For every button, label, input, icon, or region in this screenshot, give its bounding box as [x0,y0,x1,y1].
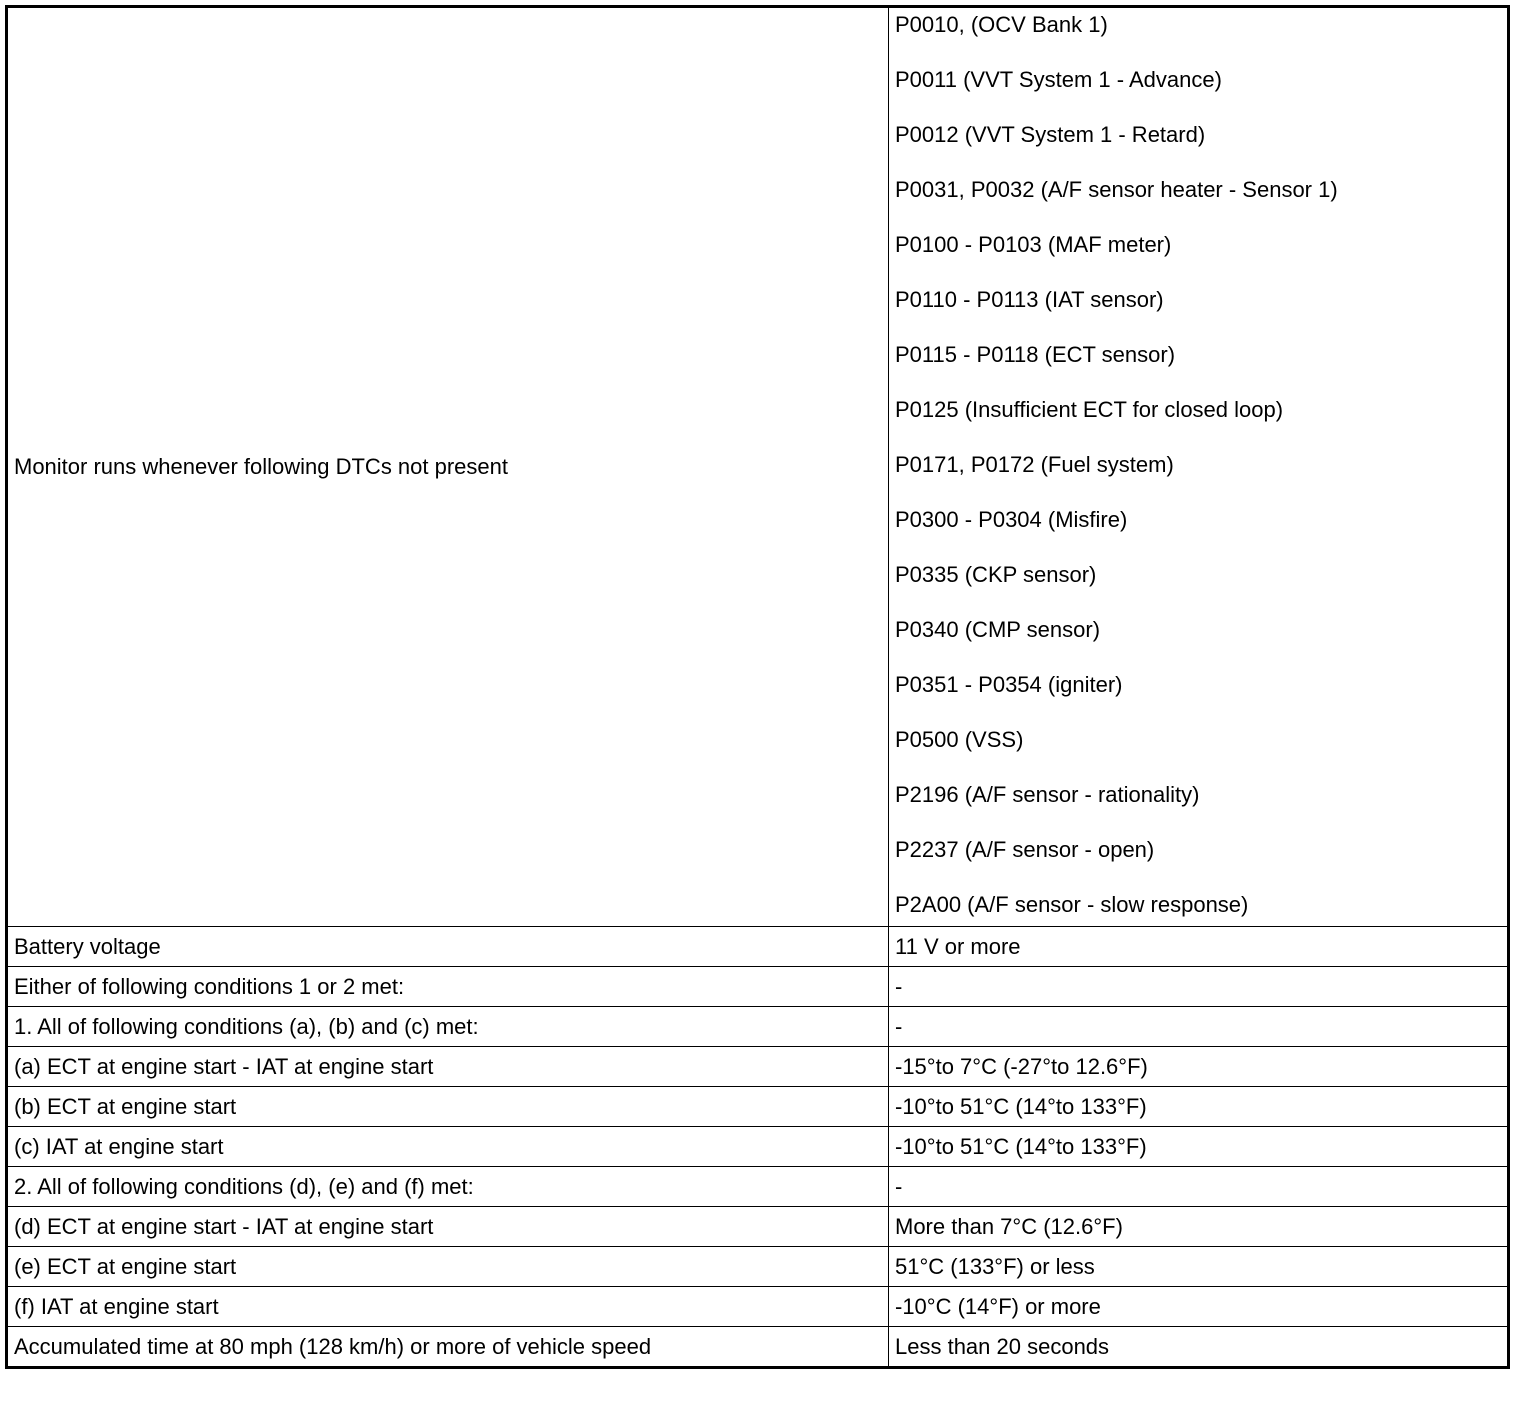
table-row [7,1127,1509,1167]
value-cell: - [889,1007,1509,1047]
value-cell: Less than 20 seconds [889,1327,1509,1368]
table-row [7,967,1509,1007]
condition-cell: (f) IAT at engine start [7,1287,889,1327]
condition-cell: (e) ECT at engine start [7,1247,889,1287]
dtc-item: P0031, P0032 (A/F sensor heater - Sensor 1) [895,177,1338,202]
value-cell: 51°C (133°F) or less [889,1247,1509,1287]
table-row [7,1007,1509,1047]
table-row [7,927,1509,967]
table-row [7,7,1509,927]
conditions-table [5,5,1510,1369]
condition-cell: Battery voltage [7,927,889,967]
dtc-item: P0011 (VVT System 1 - Advance) [895,67,1222,92]
value-cell: -10°to 51°C (14°to 133°F) [889,1127,1509,1167]
dtc-item: P0351 - P0354 (igniter) [895,672,1123,697]
value-cell: -10°to 51°C (14°to 133°F) [889,1087,1509,1127]
dtc-item: P0125 (Insufficient ECT for closed loop) [895,397,1284,422]
condition-cell: Either of following conditions 1 or 2 met: [7,967,889,1007]
condition-cell: (d) ECT at engine start - IAT at engine start [7,1207,889,1247]
value-cell: - [889,967,1509,1007]
value-cell: More than 7°C (12.6°F) [889,1207,1509,1247]
dtc-item: P2A00 (A/F sensor - slow response) [895,892,1249,917]
value-cell: - [889,1167,1509,1207]
dtc-list [889,7,1509,927]
table-row [7,1207,1509,1247]
monitor-label: Monitor runs whenever following DTCs not present [7,7,889,927]
value-cell: -10°C (14°F) or more [889,1287,1509,1327]
dtc-item: P2237 (A/F sensor - open) [895,837,1155,862]
condition-cell: (b) ECT at engine start [7,1087,889,1127]
dtc-item: P0335 (CKP sensor) [895,562,1097,587]
condition-cell: (c) IAT at engine start [7,1127,889,1167]
dtc-item: P0500 (VSS) [895,727,1024,752]
condition-cell: 1. All of following conditions (a), (b) and (c) met: [7,1007,889,1047]
condition-cell: (a) ECT at engine start - IAT at engine start [7,1047,889,1087]
table-row [7,1167,1509,1207]
value-cell: -15°to 7°C (-27°to 12.6°F) [889,1047,1509,1087]
dtc-item: P0115 - P0118 (ECT sensor) [895,342,1176,367]
dtc-item: P0110 - P0113 (IAT sensor) [895,287,1164,312]
dtc-item: P0171, P0172 (Fuel system) [895,452,1174,477]
table-row [7,1327,1509,1368]
dtc-item: P0100 - P0103 (MAF meter) [895,232,1172,257]
table-row [7,1047,1509,1087]
dtc-item: P0300 - P0304 (Misfire) [895,507,1128,532]
dtc-item: P0012 (VVT System 1 - Retard) [895,122,1206,147]
dtc-item: P0340 (CMP sensor) [895,617,1101,642]
dtc-item: P2196 (A/F sensor - rationality) [895,782,1200,807]
table-row [7,1087,1509,1127]
value-cell: 11 V or more [889,927,1509,967]
dtc-item: P0010, (OCV Bank 1) [895,12,1108,37]
condition-cell: Accumulated time at 80 mph (128 km/h) or more of vehicle speed [7,1327,889,1368]
condition-cell: 2. All of following conditions (d), (e) and (f) met: [7,1167,889,1207]
table-row [7,1287,1509,1327]
table-row [7,1247,1509,1287]
